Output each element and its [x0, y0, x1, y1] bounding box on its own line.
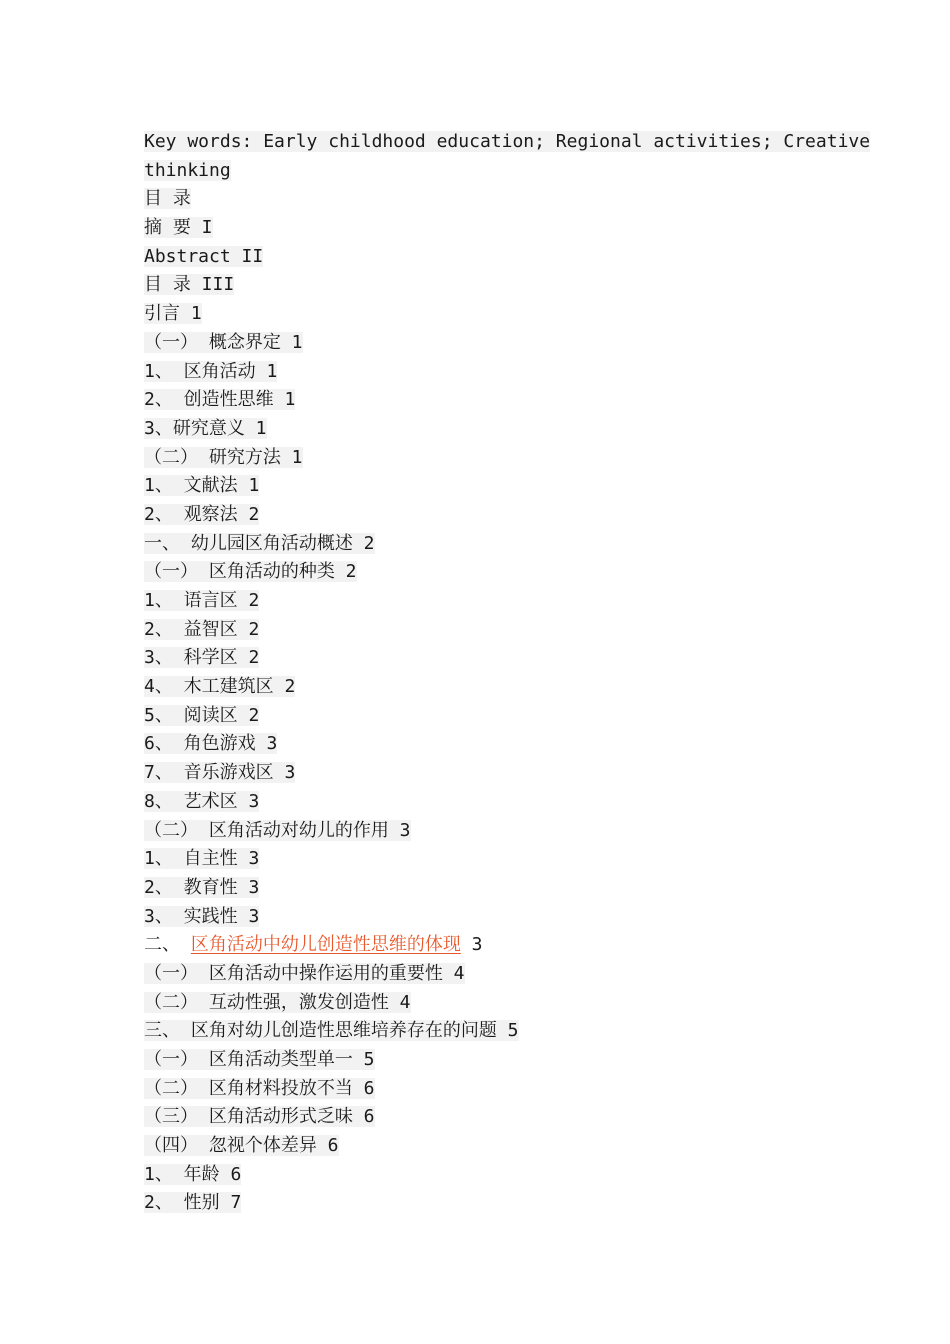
toc-entry-link[interactable]: 区角活动中幼儿创造性思维的体现 [190, 934, 461, 956]
toc-entry-text: 1、 年龄 6 [144, 1163, 242, 1185]
toc-entry [144, 903, 804, 932]
toc-entry-prefix: 二、 [144, 934, 191, 956]
toc-entry-text: （一） 概念界定 1 [144, 331, 303, 353]
toc-entry [144, 673, 804, 702]
toc-entry-text: 4、 木工建筑区 2 [144, 676, 296, 698]
toc-entry [144, 616, 804, 645]
toc-entry-text: 2、 益智区 2 [144, 618, 260, 640]
toc-entry [144, 214, 804, 243]
toc-heading: 目 录 [144, 188, 191, 210]
toc-entry-text: 三、 区角对幼儿创造性思维培养存在的问题 5 [144, 1020, 519, 1042]
toc-entry [144, 530, 804, 559]
keywords-line-1: Key words: Early childhood education; Regional activities; Creative [144, 131, 871, 152]
toc-entry-text: （四） 忽视个体差异 6 [144, 1135, 339, 1157]
toc-entry [144, 587, 804, 616]
toc-entry [144, 874, 804, 903]
toc-entry [144, 1132, 804, 1161]
toc-entry-text: （二） 互动性强，激发创造性 4 [144, 991, 411, 1013]
toc-entry [144, 817, 804, 846]
toc-entry-page: 3 [460, 934, 483, 956]
toc-entry-text: （一） 区角活动的种类 2 [144, 561, 357, 583]
toc-entry-text: 1、 自主性 3 [144, 848, 260, 870]
toc-entry [144, 759, 804, 788]
toc-entry [144, 1075, 804, 1104]
toc-entry [144, 243, 804, 272]
toc-entry-text: 1、 区角活动 1 [144, 360, 278, 382]
toc-entry [144, 989, 804, 1018]
toc-entry [144, 386, 804, 415]
toc-entry-text: （一） 区角活动中操作运用的重要性 4 [144, 962, 465, 984]
toc-entry-text: Abstract II [144, 245, 264, 267]
toc-entry [144, 702, 804, 731]
toc-entry [144, 845, 804, 874]
toc-entry-text: 3、 科学区 2 [144, 647, 260, 669]
toc-entry [144, 1046, 804, 1075]
toc-entry-text: 1、 语言区 2 [144, 590, 260, 612]
toc-entry [144, 444, 804, 473]
toc-entry-text: 2、 观察法 2 [144, 503, 260, 525]
toc-entry [144, 644, 804, 673]
toc-entry [144, 1189, 804, 1218]
keywords-line-2: thinking [144, 159, 231, 181]
toc-entry-text: 2、 创造性思维 1 [144, 389, 296, 411]
toc-entry [144, 960, 804, 989]
toc-entry-text: 目 录 III [144, 274, 235, 296]
toc-list [144, 214, 804, 1218]
toc-entry [144, 788, 804, 817]
document-page [144, 128, 871, 1218]
toc-entry [144, 501, 804, 530]
toc-entry [144, 1161, 804, 1190]
toc-entry-text: 6、 角色游戏 3 [144, 733, 278, 755]
toc-entry-text: 5、 阅读区 2 [144, 704, 260, 726]
toc-entry-text: 7、 音乐游戏区 3 [144, 762, 296, 784]
toc-entry-text: 2、 教育性 3 [144, 876, 260, 898]
toc-entry-text: 摘 要 I [144, 217, 213, 239]
toc-entry-text: 3、 实践性 3 [144, 905, 260, 927]
toc-entry [144, 329, 804, 358]
toc-entry-text: （三） 区角活动形式乏味 6 [144, 1106, 375, 1128]
toc-entry [144, 271, 804, 300]
toc-entry-text: （二） 区角活动对幼儿的作用 3 [144, 819, 411, 841]
keywords-paragraph [144, 128, 871, 185]
toc-entry-text: （一） 区角活动类型单一 5 [144, 1049, 375, 1071]
toc-entry[interactable] [144, 931, 804, 960]
toc-entry-text: 引言 1 [144, 303, 202, 325]
toc-entry [144, 300, 804, 329]
toc-entry-text: 一、 幼儿园区角活动概述 2 [144, 532, 375, 554]
toc-entry [144, 1103, 804, 1132]
toc-entry [144, 415, 804, 444]
toc-entry [144, 472, 804, 501]
toc-entry-text: （二） 研究方法 1 [144, 446, 303, 468]
toc-entry-text: 3、研究意义 1 [144, 417, 267, 439]
toc-entry [144, 1017, 804, 1046]
toc-entry-text: 8、 艺术区 3 [144, 790, 260, 812]
toc-entry-text: 2、 性别 7 [144, 1192, 242, 1214]
toc-entry [144, 358, 804, 387]
toc-entry [144, 730, 804, 759]
toc-entry-text: 1、 文献法 1 [144, 475, 260, 497]
toc-entry-text: （二） 区角材料投放不当 6 [144, 1077, 375, 1099]
toc-entry [144, 558, 804, 587]
